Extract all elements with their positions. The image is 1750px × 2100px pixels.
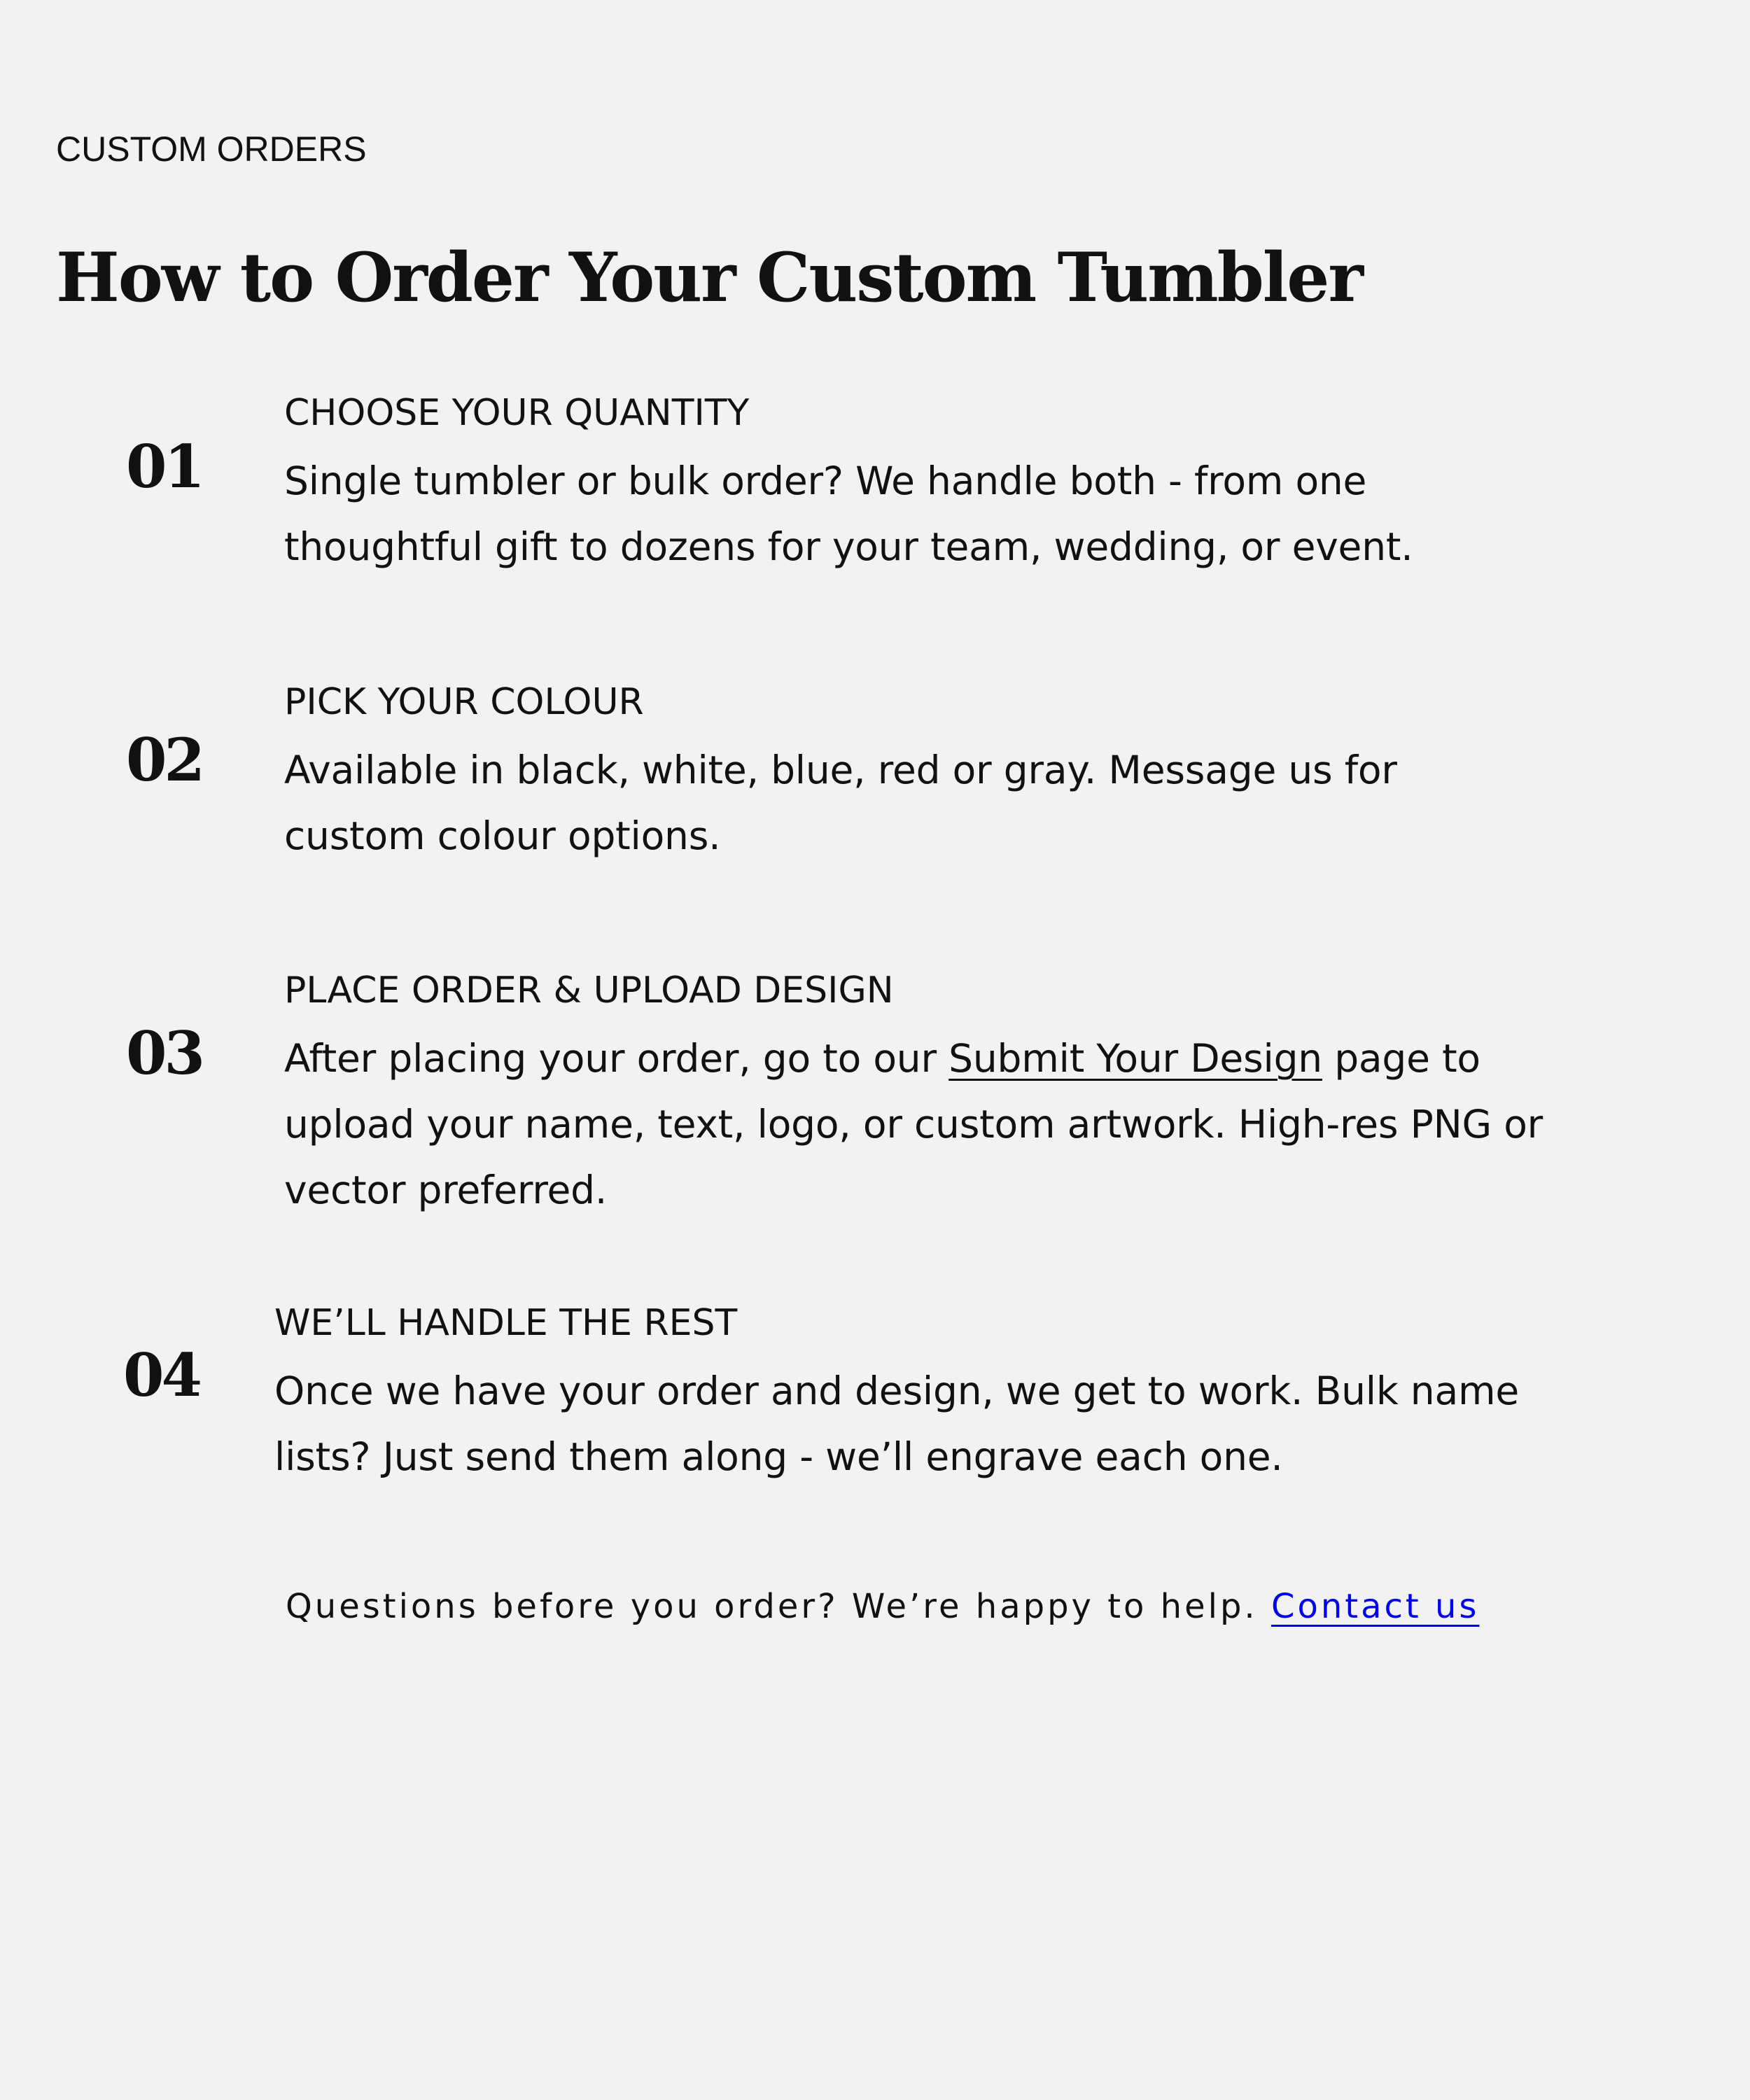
step-title: CHOOSE YOUR QUANTITY: [284, 392, 750, 434]
contact-us-link[interactable]: Contact us: [1270, 1587, 1480, 1626]
step-title: WE’LL HANDLE THE REST: [274, 1302, 738, 1344]
section-eyebrow: CUSTOM ORDERS: [56, 130, 367, 169]
step-choose-quantity: [0, 388, 1750, 578]
step-description: Once we have your order and design, we get to work. Bulk name lists? Just send them along - we’ll engrave each one.: [274, 1368, 1519, 1479]
step-description-text: After placing your order, go to our: [284, 1036, 949, 1081]
help-text: Questions before you order? We’re happy to help.: [286, 1587, 1271, 1626]
page-title: How to Order Your Custom Tumbler: [56, 238, 1362, 317]
step-title: PLACE ORDER & UPLOAD DESIGN: [284, 969, 894, 1011]
step-number: 03: [126, 1018, 202, 1088]
step-description: [284, 1026, 1572, 1223]
step-title: PICK YOUR COLOUR: [284, 681, 644, 723]
submit-your-design-link[interactable]: Submit Your Design: [948, 1036, 1322, 1081]
step-pick-colour: [0, 678, 1750, 867]
step-place-order-upload-design: [0, 966, 1750, 1218]
step-description: Available in black, white, blue, red or gray. Message us for custom colour options.: [284, 748, 1397, 858]
step-number: 01: [126, 432, 202, 501]
step-description: Single tumbler or bulk order? We handle both - from one thoughtful gift to dozens for your team, wedding, or event.: [284, 458, 1413, 569]
step-description-text: page to upload your name, text, logo, or custom artwork. High-res PNG or vector preferred.: [284, 1036, 1544, 1212]
step-number: 04: [123, 1340, 200, 1410]
step-number: 02: [126, 725, 202, 794]
step-well-handle-the-rest: [0, 1298, 1750, 1494]
help-message: [286, 1582, 1479, 1631]
